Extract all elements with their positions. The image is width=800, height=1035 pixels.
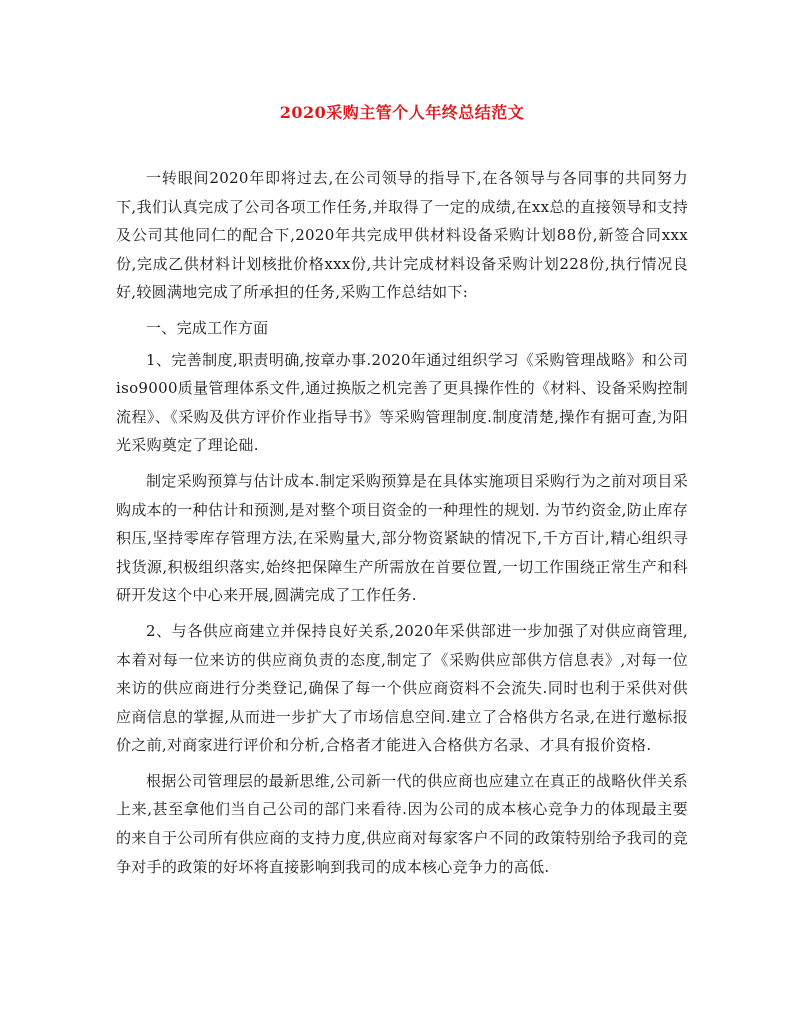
- section-heading-work-completed: 一、完成工作方面: [146, 318, 269, 337]
- paragraph-supplier-relations: 2、与各供应商建立并保持良好关系,2020年采供部进一步加强了对供应商管理,本着对每一位来访的供应商负责的态度,制定了《采购供应部供方信息表》,对每一位来访的供应商进行分类登记,确保了每一个供应商资料不会流失.同时也利于采供对供应商信息的掌握,从而进一步扩大了市场信息空间.建立了合格供方名录,在进行邀标报价之前,对商家进行评价和分析,合格者才能进入合格供方名录、才具有报价资格.: [116, 621, 688, 755]
- paragraph-budget-cost: 制定采购预算与估计成本.制定采购预算是在具体实施项目采购行为之前对项目采购成本的一种估计和预测,是对整个项目资金的一种理性的规划. 为节约资金,防止库存积压,坚持零库存管理方法,在采购量大,部分物资紧缺的情况下,千方百计,精心组织寻找货源,积极组织落实,始终把保障生产所需放在首要位置,一切工作围绕正常生产和科研开发这个中心来开展,圆满完成了工作任务.: [116, 471, 688, 605]
- paragraph-strategic-partnership: 根据公司管理层的最新思维,公司新一代的供应商也应建立在真正的战略伙伴关系上来,甚至拿他们当自己公司的部门来看待.因为公司的成本核心竞争力的体现最主要的来自于公司所有供应商的支持力度,供应商对每家客户不同的政策特别给予我司的竞争对手的政策的好坏将直接影响到我司的成本核心竞争力的高低.: [116, 771, 688, 876]
- paragraph-system-improvement: 1、完善制度,职责明确,按章办事.2020年通过组织学习《采购管理战略》和公司iso9000质量管理体系文件,通过换版之机完善了更具操作性的《材料、设备采购控制流程》、《采购及供方评价作业指导书》等采购管理制度.制度清楚,操作有据可查,为阳光采购奠定了理论础.: [116, 350, 688, 455]
- paragraph-intro: 一转眼间2020年即将过去,在公司领导的指导下,在各领导与各同事的共同努力下,我们认真完成了公司各项工作任务,并取得了一定的成绩,在xx总的直接领导和支持及公司其他同仁的配合下,2020年共完成甲供材料设备采购计划88份,新签合同xxx份,完成乙供材料计划核批价格xxx份,共计完成材料设备采购计划228份,执行情况良好,较圆满地完成了所承担的任务,采购工作总结如下:: [116, 169, 688, 302]
- document-title: 2020采购主管个人年终总结范文: [279, 103, 525, 122]
